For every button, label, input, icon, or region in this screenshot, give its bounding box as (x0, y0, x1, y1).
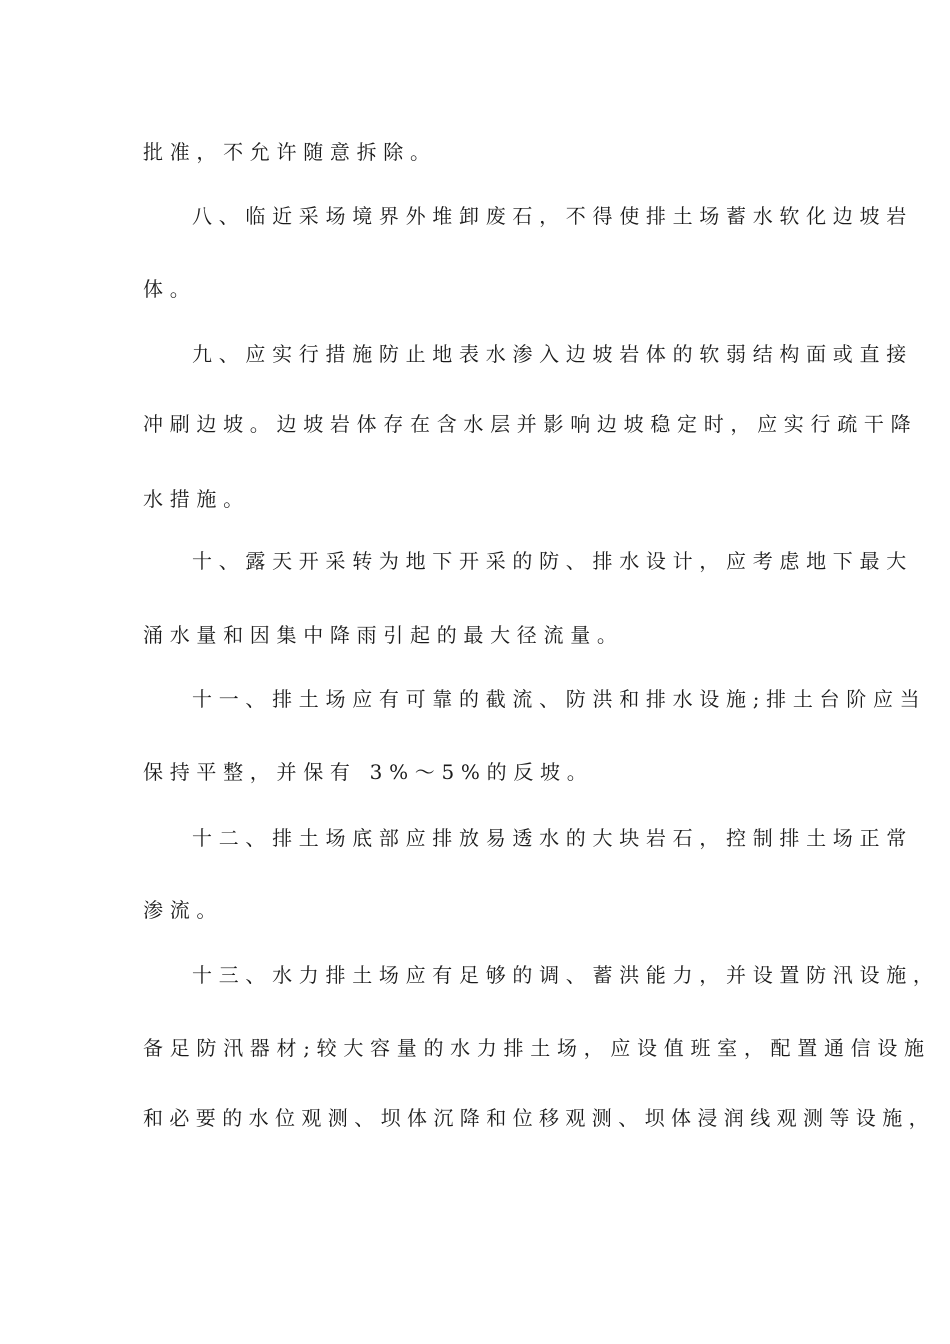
text-line: 十三、水力排土场应有足够的调、蓄洪能力，并设置防汛设施， (192, 963, 940, 987)
text-line: 涌水量和因集中降雨引起的最大径流量。 (143, 623, 624, 647)
text-line: 十一、排土场应有可靠的截流、防洪和排水设施;排土台阶应当 (192, 687, 927, 711)
text-line: 九、应实行措施防止地表水渗入边坡岩体的软弱结构面或直接 (192, 342, 913, 366)
text-line: 备足防汛器材;较大容量的水力排土场，应设值班室，配置通信设施 (143, 1036, 931, 1060)
text-line: 十二、排土场底部应排放易透水的大块岩石，控制排土场正常 (192, 826, 913, 850)
text-line: 渗流。 (143, 898, 224, 922)
text-line: 体。 (143, 277, 197, 301)
text-line: 冲刷边坡。边坡岩体存在含水层并影响边坡稳定时，应实行疏干降 (143, 412, 918, 436)
text-line: 八、临近采场境界外堆卸废石，不得使排土场蓄水软化边坡岩 (192, 204, 913, 228)
text-line: 批准，不允许随意拆除。 (143, 140, 437, 164)
text-line: 水措施。 (143, 487, 250, 511)
text-line: 和必要的水位观测、坝体沉降和位移观测、坝体浸润线观测等设施， (143, 1106, 935, 1130)
text-line: 保持平整，并保有 3%～5%的反坡。 (143, 760, 594, 784)
text-line: 十、露天开采转为地下开采的防、排水设计，应考虑地下最大 (192, 549, 913, 573)
